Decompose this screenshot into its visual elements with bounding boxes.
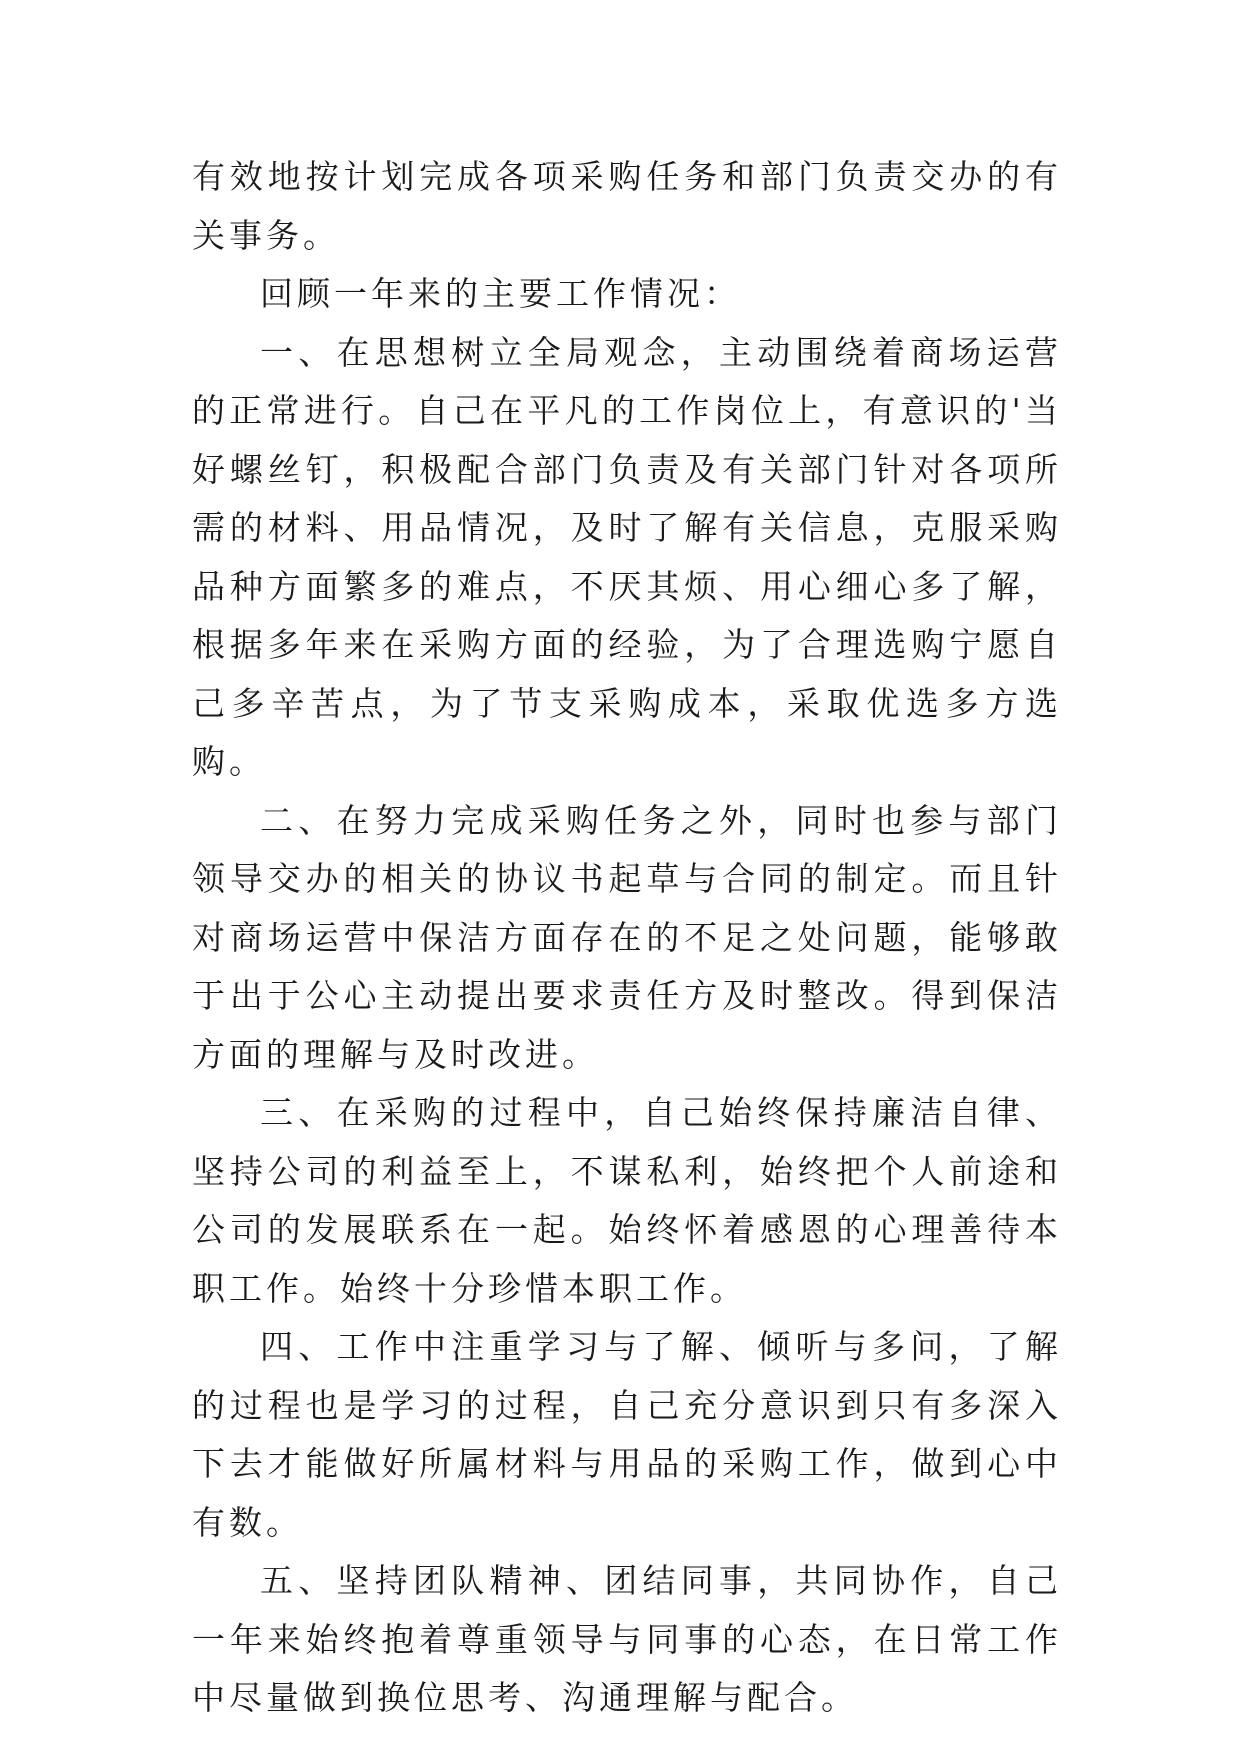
paragraph-item-1: 一、在思想树立全局观念，主动围绕着商场运营的正常进行。自己在平凡的工作岗位上，有意识的'当好螺丝钉，积极配合部门负责及有关部门针对各项所需的材料、用品情况，及时了解有关信息，克服采购品种方面繁多的难点，不厌其烦、用心细心多了解，根据多年来在采购方面的经验，为了合理选购宁愿自己多辛苦点，为了节支采购成本，采取优选多方选购。 (192, 332, 1062, 781)
paragraph-item-5: 五、坚持团队精神、团结同事，共同协作，自己一年来始终抱着尊重领导与同事的心态，在日常工作中尽量做到换位思考、沟通理解与配合。 (192, 1561, 1062, 1717)
paragraph-item-3: 三、在采购的过程中，自己始终保持廉洁自律、坚持公司的利益至上，不谋私利，始终把个人前途和公司的发展联系在一起。始终怀着感恩的心理善待本职工作。始终十分珍惜本职工作。 (192, 1093, 1062, 1308)
document-body (192, 148, 1062, 1728)
paragraph-continuation: 有效地按计划完成各项采购任务和部门负责交办的有关事务。 (192, 157, 1062, 255)
paragraph-review-heading: 回顾一年来的主要工作情况： (260, 274, 741, 313)
paragraph-item-4: 四、工作中注重学习与了解、倾听与多问，了解的过程也是学习的过程，自己充分意识到只有多深入下去才能做好所属材料与用品的采购工作，做到心中有数。 (192, 1327, 1062, 1542)
paragraph-item-2: 二、在努力完成采购任务之外，同时也参与部门领导交办的相关的协议书起草与合同的制定。而且针对商场运营中保洁方面存在的不足之处问题，能够敢于出于公心主动提出要求责任方及时整改。得到保洁方面的理解与及时改进。 (192, 800, 1062, 1074)
